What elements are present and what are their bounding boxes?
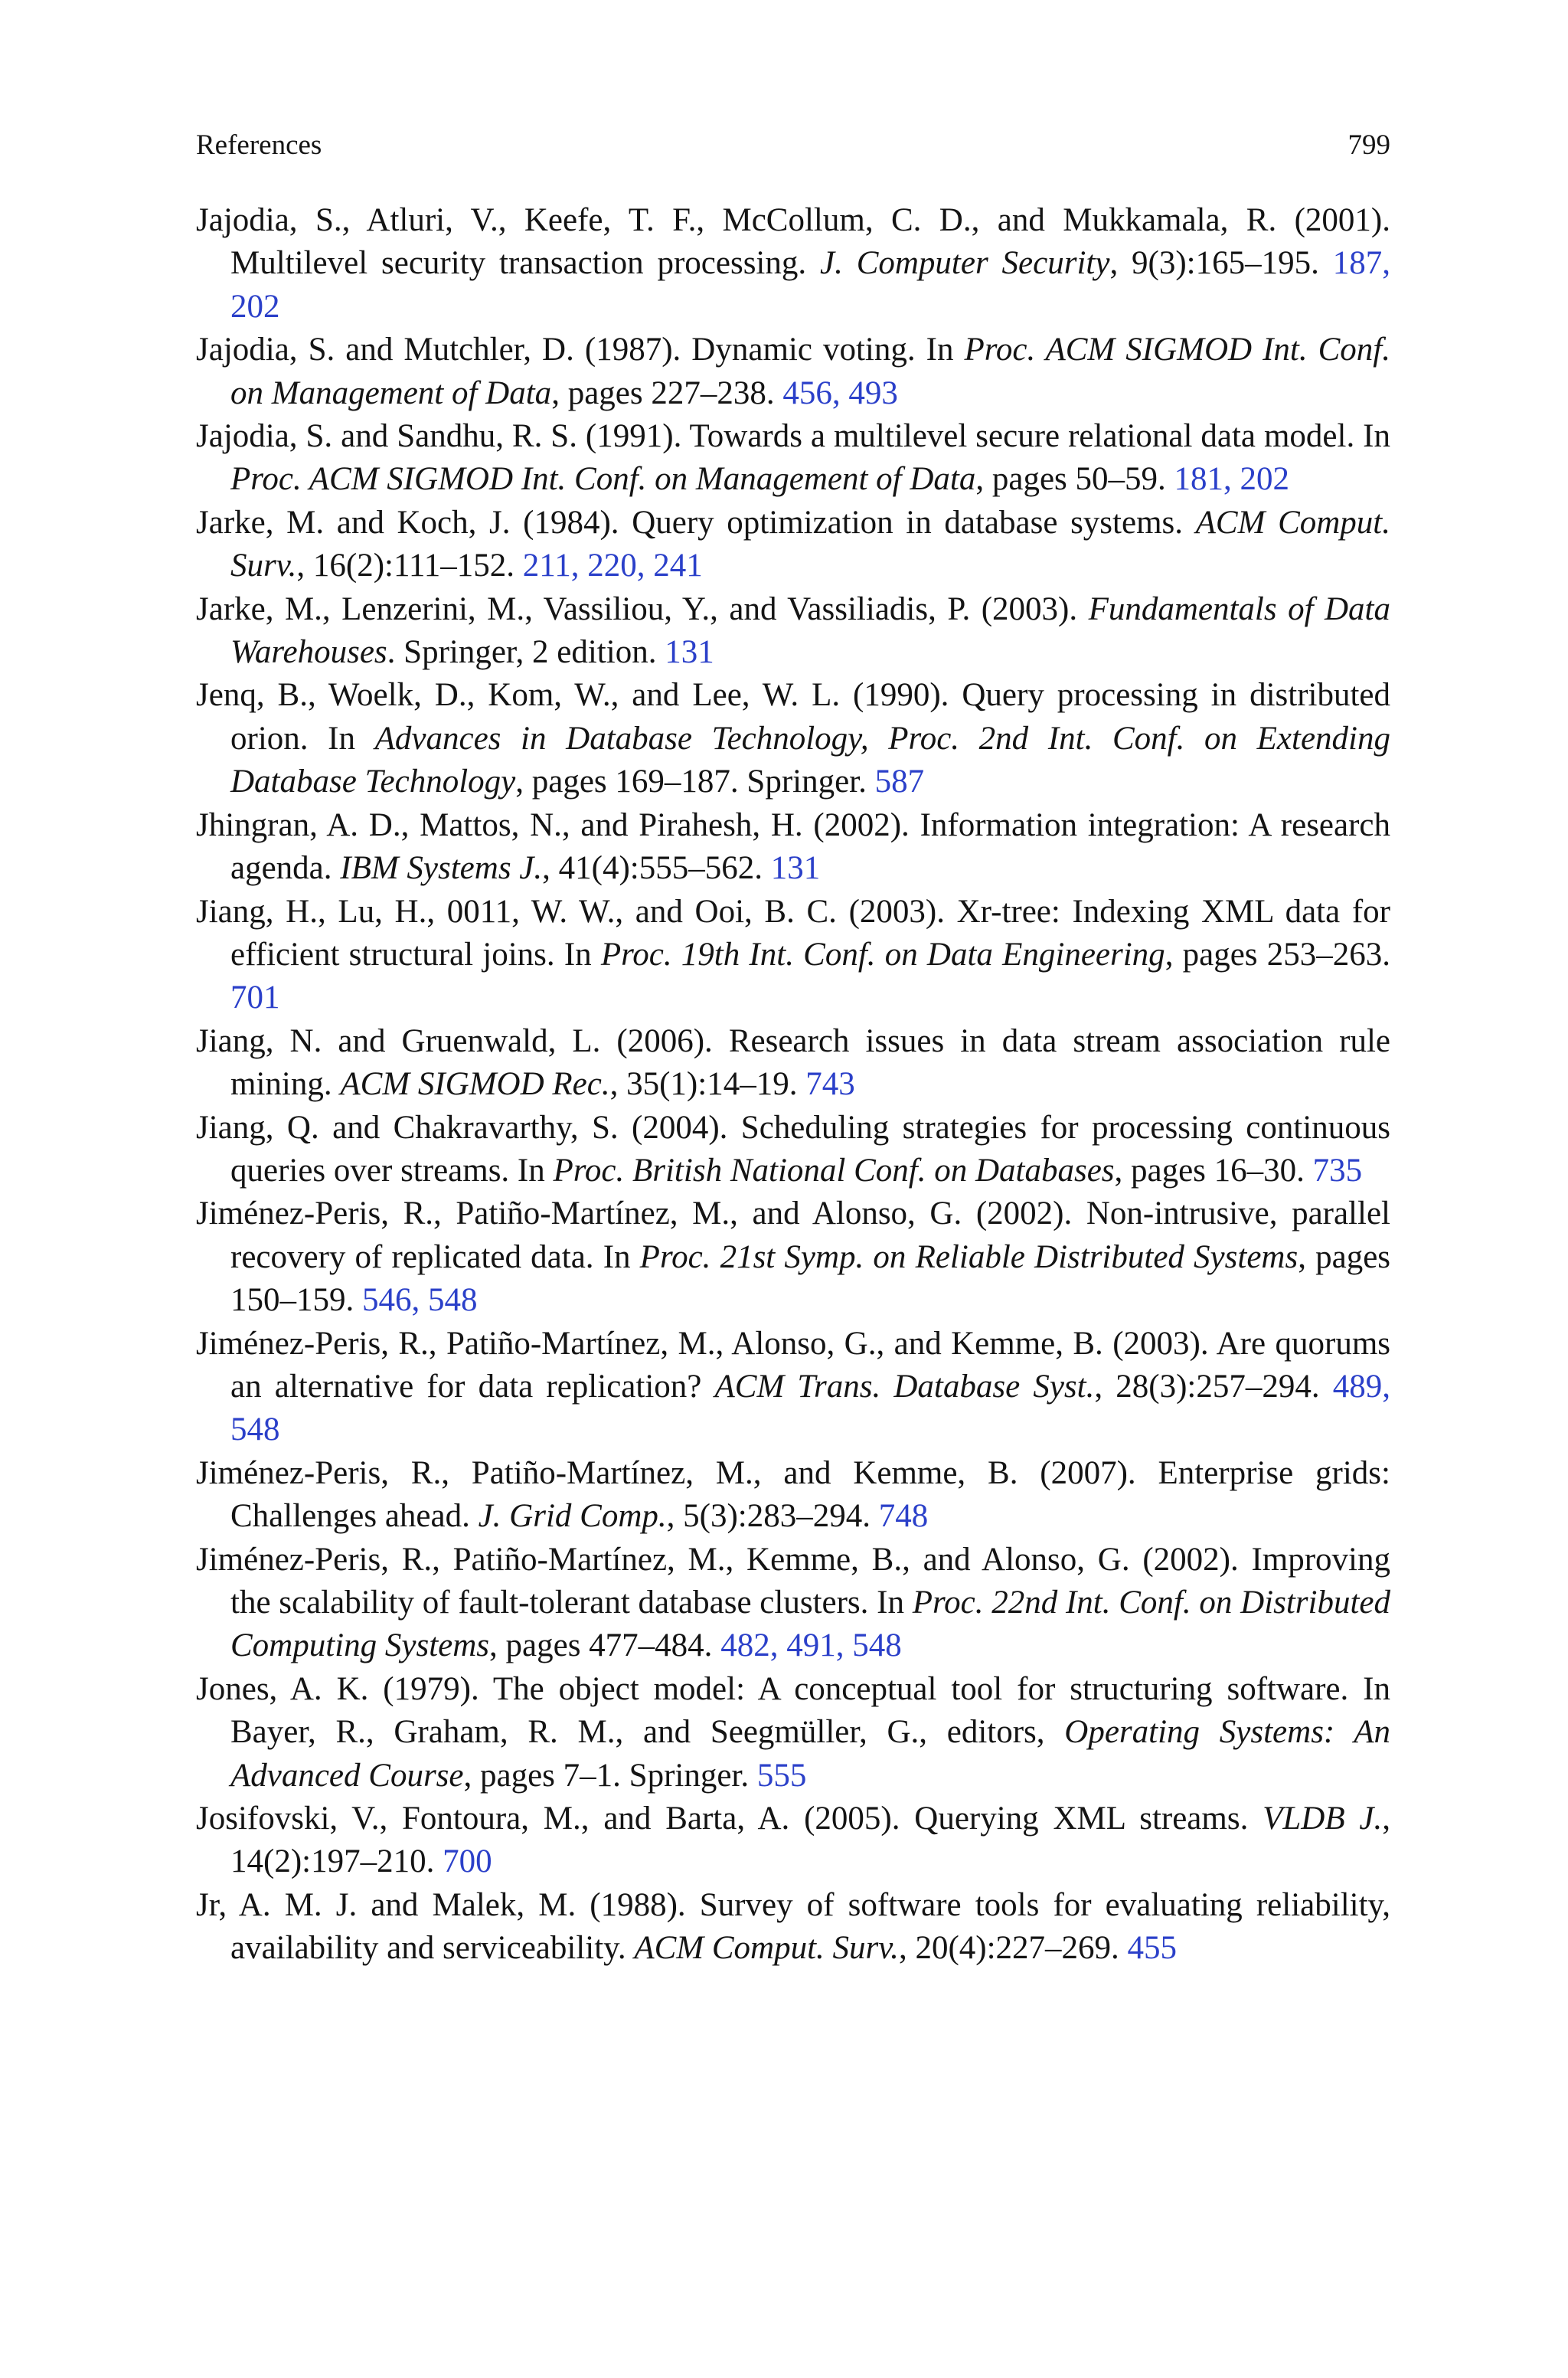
cited-pages-link[interactable]: 743 (805, 1066, 855, 1103)
reference-authors-title: Jiménez-Peris, R., Patiño-Martínez, M., and Kemme, B. (2007). Enterprise grids: Challenges ahead. (196, 1454, 1390, 1535)
cited-pages-link[interactable]: 748 (878, 1498, 929, 1535)
reference-details: , 20(4):227–269. (898, 1930, 1128, 1967)
reference-venue: J. Computer Security (820, 245, 1110, 282)
cited-pages-link[interactable]: 489, 548 (230, 1368, 1390, 1448)
cited-pages-link[interactable]: 455 (1127, 1930, 1178, 1967)
reference-venue: Proc. 19th Int. Conf. on Data Engineering (600, 936, 1165, 973)
reference-entry (196, 1323, 1390, 1452)
section-title: References (196, 129, 322, 161)
cited-pages-link[interactable]: 482, 491, 548 (720, 1627, 902, 1664)
reference-venue: ACM Comput. Surv. (634, 1930, 899, 1967)
reference-details: , 5(3):283–294. (666, 1498, 879, 1535)
reference-authors-title: Jiménez-Peris, R., Patiño-Martínez, M., Alonso, G., and Kemme, B. (2003). Are quorums an alternative for data replication? (196, 1325, 1390, 1405)
reference-venue: Operating Systems: An Advanced Course (230, 1714, 1390, 1794)
reference-entry (196, 329, 1390, 415)
cited-pages-link[interactable]: 587 (874, 764, 925, 800)
reference-details: , pages 227–238. (551, 375, 783, 411)
reference-venue: ACM Comput. Surv. (230, 504, 1391, 584)
reference-details: , pages 253–263. (1165, 936, 1390, 973)
reference-entry (196, 415, 1390, 502)
reference-authors-title: Jiang, N. and Gruenwald, L. (2006). Research issues in data stream association rule mining. (196, 1022, 1390, 1103)
reference-authors-title: Jajodia, S., Atluri, V., Keefe, T. F., McCollum, C. D., and Mukkamala, R. (2001). Multilevel security transaction processing. (196, 202, 1390, 282)
reference-venue: Fundamentals of Data Warehouses (230, 590, 1390, 671)
cited-pages-link[interactable]: 131 (665, 634, 714, 671)
reference-details: , 16(2):111–152. (296, 548, 523, 584)
reference-list (196, 199, 1390, 1971)
reference-authors-title: Jarke, M. and Koch, J. (1984). Query optimization in database systems. (196, 504, 1196, 541)
reference-entry (196, 1668, 1390, 1797)
page-number: 799 (1348, 129, 1390, 161)
reference-entry (196, 674, 1390, 803)
cited-pages-link[interactable]: 211, 220, 241 (522, 548, 703, 584)
reference-venue: VLDB J. (1263, 1801, 1383, 1837)
reference-details: , pages 16–30. (1114, 1152, 1313, 1189)
reference-details: , 28(3):257–294. (1094, 1368, 1333, 1405)
cited-pages-link[interactable]: 456, 493 (782, 375, 898, 411)
running-header (196, 127, 1390, 164)
reference-details: , 14(2):197–210. (230, 1801, 1390, 1880)
reference-entry (196, 1192, 1390, 1322)
reference-venue: Proc. 21st Symp. on Reliable Distributed Systems (639, 1238, 1298, 1275)
cited-pages-link[interactable]: 131 (770, 850, 821, 887)
reference-entry (196, 1452, 1390, 1539)
reference-authors-title: Jajodia, S. and Mutchler, D. (1987). Dynamic voting. In (196, 332, 965, 368)
reference-venue: J. Grid Comp. (478, 1498, 667, 1535)
reference-authors-title: Jiang, Q. and Chakravarthy, S. (2004). Scheduling strategies for processing continuous queries over streams. In (196, 1109, 1390, 1189)
cited-pages-link[interactable]: 546, 548 (362, 1282, 478, 1319)
cited-pages-link[interactable]: 700 (443, 1843, 492, 1880)
reference-venue: Proc. ACM SIGMOD Int. Conf. on Management of Data (230, 332, 1391, 411)
reference-venue: ACM SIGMOD Rec. (340, 1066, 610, 1103)
reference-authors-title: Jr, A. M. J. and Malek, M. (1988). Survey of software tools for evaluating reliability, availability and serviceability. (196, 1886, 1390, 1967)
reference-entry (196, 804, 1390, 891)
reference-authors-title: Jiang, H., Lu, H., 0011, W. W., and Ooi, B. C. (2003). Xr-tree: Indexing XML data for efficient structural joins. In (196, 893, 1390, 973)
reference-details: . Springer, 2 edition. (387, 634, 665, 671)
reference-authors-title: Jhingran, A. D., Mattos, N., and Pirahesh, H. (2002). Information integration: A research agenda. (196, 806, 1390, 887)
reference-entry (196, 502, 1390, 588)
reference-authors-title: Jenq, B., Woelk, D., Kom, W., and Lee, W. L. (1990). Query processing in distributed orion. In (196, 677, 1390, 757)
reference-authors-title: Josifovski, V., Fontoura, M., and Barta, A. (2005). Querying XML streams. (196, 1801, 1263, 1837)
reference-authors-title: Jiménez-Peris, R., Patiño-Martínez, M., and Alonso, G. (2002). Non-intrusive, parallel recovery of replicated data. In (196, 1196, 1390, 1275)
reference-entry (196, 891, 1390, 1020)
reference-entry (196, 588, 1390, 675)
cited-pages-link[interactable]: 181, 202 (1174, 461, 1290, 498)
cited-pages-link[interactable]: 187, 202 (230, 245, 1390, 325)
cited-pages-link[interactable]: 735 (1312, 1152, 1363, 1189)
reference-venue: Proc. British National Conf. on Databases (553, 1152, 1115, 1189)
reference-details: , 41(4):555–562. (542, 850, 771, 887)
reference-venue: Advances in Database Technology, Proc. 2nd Int. Conf. on Extending Database Technology (230, 720, 1390, 800)
reference-venue: Proc. ACM SIGMOD Int. Conf. on Management of Data (230, 461, 976, 498)
reference-details: , 35(1):14–19. (609, 1066, 806, 1103)
reference-entry (196, 1020, 1390, 1107)
reference-authors-title: Jiménez-Peris, R., Patiño-Martínez, M., Kemme, B., and Alonso, G. (2002). Improving the scalability of fault-tolerant database clusters. In (196, 1541, 1390, 1621)
cited-pages-link[interactable]: 701 (230, 980, 280, 1016)
reference-entry (196, 1884, 1390, 1971)
reference-authors-title: Jones, A. K. (1979). The object model: A conceptual tool for structuring software. In Bayer, R., Graham, R. M., and Seegmüller, G., editors, (196, 1670, 1390, 1751)
reference-entry (196, 1107, 1390, 1193)
reference-entry (196, 199, 1390, 329)
reference-venue: ACM Trans. Database Syst. (714, 1368, 1095, 1405)
reference-venue: IBM Systems J. (340, 850, 543, 887)
reference-details: , pages 477–484. (489, 1627, 721, 1664)
reference-authors-title: Jajodia, S. and Sandhu, R. S. (1991). Towards a multilevel secure relational data model. In (196, 418, 1390, 455)
reference-authors-title: Jarke, M., Lenzerini, M., Vassiliou, Y., and Vassiliadis, P. (2003). (196, 590, 1089, 627)
reference-details: , 9(3):165–195. (1109, 245, 1333, 282)
reference-venue: Proc. 22nd Int. Conf. on Distributed Computing Systems (230, 1585, 1390, 1664)
reference-details: , pages 169–187. Springer. (515, 764, 875, 800)
cited-pages-link[interactable]: 555 (756, 1757, 807, 1794)
reference-details: , pages 150–159. (230, 1238, 1391, 1319)
reference-entry (196, 1539, 1390, 1668)
reference-entry (196, 1797, 1390, 1884)
reference-details: , pages 50–59. (975, 461, 1174, 498)
reference-details: , pages 7–1. Springer. (463, 1757, 757, 1794)
